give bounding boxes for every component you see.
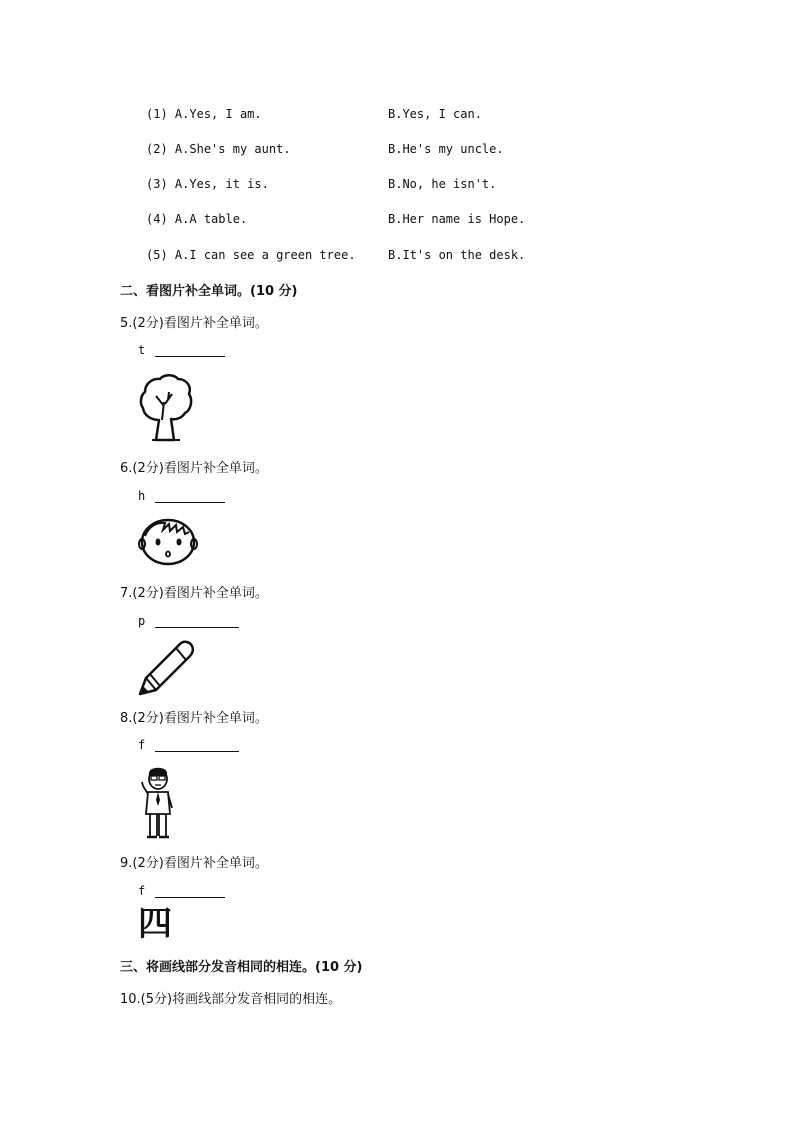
option-a: A.Yes, I am. [174,107,262,121]
option-number: (5) [146,248,168,262]
option-row-2 [146,142,291,156]
option-a: A.Yes, it is. [174,177,269,191]
question-5-answer-line[interactable] [138,343,225,357]
option-row-1 [146,107,262,121]
hint-letter: f [138,884,146,898]
question-5-label: 5.(2分)看图片补全单词。 [120,316,268,331]
option-number: (3) [146,177,168,191]
question-8-answer-line[interactable] [138,738,239,752]
option-a: A.A table. [174,212,248,226]
section-2-heading: 二、看图片补全单词。(10 分) [120,284,298,299]
father-icon [140,764,176,840]
answer-blank[interactable] [155,739,239,752]
option-number: (4) [146,212,168,226]
answer-blank[interactable] [155,615,239,628]
question-10-label: 10.(5分)将画线部分发音相同的相连。 [120,992,342,1007]
option-a: A.I can see a green tree. [174,248,356,262]
option-b: B.No, he isn't. [388,177,497,191]
hint-letter: h [138,489,146,503]
answer-blank[interactable] [155,344,225,357]
question-7-label: 7.(2分)看图片补全单词。 [120,586,268,601]
option-b: B.It's on the desk. [388,248,526,262]
hint-letter: p [138,614,146,628]
option-row-4 [146,212,247,226]
option-row-3 [146,177,269,191]
option-b: B.He's my uncle. [388,142,504,156]
option-number: (1) [146,107,168,121]
question-9-label: 9.(2分)看图片补全单词。 [120,856,268,871]
option-a: A.She's my aunt. [174,142,291,156]
question-7-answer-line[interactable] [138,614,239,628]
pencil-icon [138,640,194,696]
option-b: B.Yes, I can. [388,107,482,121]
option-row-5 [146,248,356,262]
question-9-answer-line[interactable] [138,884,225,898]
question-6-label: 6.(2分)看图片补全单词。 [120,461,268,476]
option-number: (2) [146,142,168,156]
option-b: B.Her name is Hope. [388,212,526,226]
answer-blank[interactable] [155,490,225,503]
hint-letter: f [138,738,146,752]
question-8-label: 8.(2分)看图片补全单词。 [120,711,268,726]
section-3-heading: 三、将画线部分发音相同的相连。(10 分) [120,960,363,975]
question-6-answer-line[interactable] [138,489,225,503]
answer-blank[interactable] [155,885,225,898]
hint-letter: t [138,343,146,357]
tree-icon [138,372,194,442]
four-character-icon: 四 [138,904,172,944]
head-icon [139,518,197,566]
